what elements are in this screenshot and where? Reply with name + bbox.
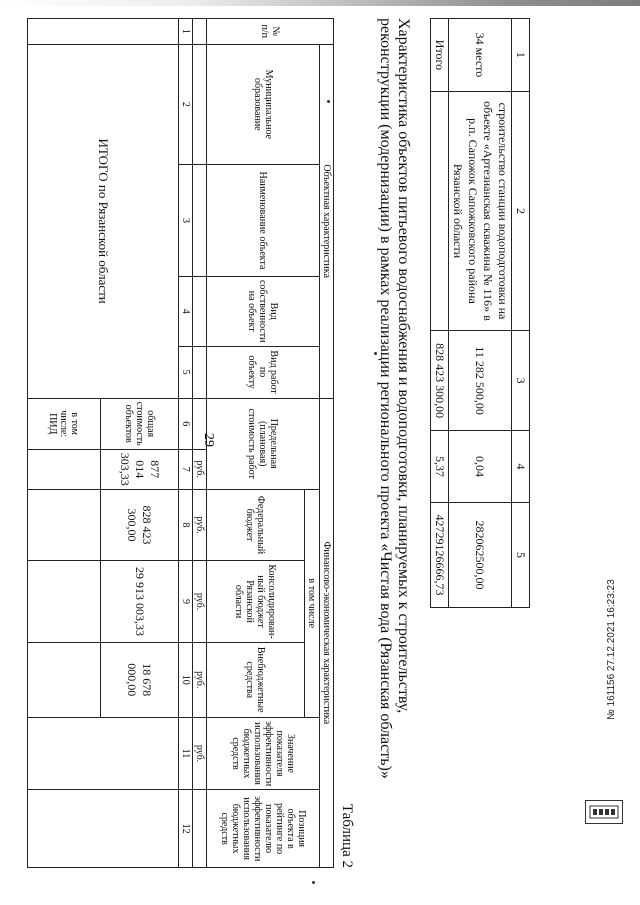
- total-label-cell: Итого: [431, 19, 449, 92]
- unit-cell: [193, 790, 207, 868]
- column-number: 2: [179, 44, 193, 165]
- header-cell: 4: [512, 431, 530, 503]
- scan-speck: [327, 100, 330, 103]
- unit-cell: руб.: [193, 561, 207, 642]
- group-finance-header: Финансово-экономическая характеристика: [320, 398, 334, 867]
- col-efficiency-header: Значение показателя эффективности использования бюджетных средств: [207, 717, 320, 790]
- total-extrabudget: 18 678 000,00: [101, 642, 179, 717]
- table-row: [449, 19, 512, 608]
- unit-cell: руб.: [193, 642, 207, 717]
- column-number: 6: [179, 398, 193, 449]
- unit-cell: [193, 276, 207, 346]
- object-cell: строительство станции водоподготовки на объекте «Артезианская скважина № 116» в р.п. Сапожок Сапожковского района Рязанской области: [449, 91, 512, 330]
- total-no-cell: [28, 19, 179, 45]
- unit-cell: [193, 19, 207, 45]
- header-cell: 3: [512, 331, 530, 431]
- column-number: 9: [179, 561, 193, 642]
- group-object-header: Объектная характеристика: [320, 44, 334, 398]
- col-extrabudget-header: Внебюджетные средства: [207, 642, 305, 717]
- numbers-row: [179, 19, 193, 868]
- cost-cell: 828 423 300,00: [431, 331, 449, 431]
- column-number: 10: [179, 642, 193, 717]
- unit-cell: [193, 346, 207, 398]
- unit-cell: руб.: [193, 717, 207, 790]
- pid-federal: [28, 489, 101, 561]
- indicator-cell: 282062500,00: [449, 502, 512, 607]
- total-rating: [28, 790, 179, 868]
- table-row: [431, 19, 449, 608]
- total-row: [101, 19, 179, 868]
- col-rating-header: Позиция объекта в рейтинге по показателю эффективности использования бюджетных средств: [207, 790, 320, 868]
- ranking-table-continuation: [430, 18, 530, 608]
- header-cell: 1: [512, 19, 530, 92]
- indicator-cell: 42729126666,73: [431, 502, 449, 607]
- total-label: ИТОГО по Рязанской области: [28, 44, 179, 398]
- column-number: 7: [179, 449, 193, 489]
- table-header-row: [512, 19, 530, 608]
- col-no-header: [207, 19, 334, 45]
- unit-cell: [193, 165, 207, 277]
- objects-characteristics-table: [27, 18, 334, 868]
- col-worktype-header: Вид работ по объекту: [207, 346, 320, 398]
- col-ownership-header: Вид собственности на объект: [207, 276, 320, 346]
- object-cell: [431, 91, 449, 330]
- in-that-number-header: в том числе: [305, 489, 320, 717]
- col-no-text: № п/п: [259, 24, 281, 39]
- pid-label: в том числе: ПИД: [28, 398, 101, 449]
- place-cell: 34 место: [449, 19, 512, 92]
- header-cell: 2: [512, 91, 530, 330]
- pid-limit-cost: [28, 449, 101, 489]
- column-number: 8: [179, 489, 193, 561]
- table2-label: Таблица 2: [339, 803, 355, 868]
- pid-consolidated: [28, 561, 101, 642]
- scan-speck: [374, 352, 377, 355]
- col-federal-header: Федеральный бюджет: [207, 489, 305, 561]
- col-limit-cost-header: Предельная (плановая) стоимость работ: [207, 398, 320, 489]
- total-cost-label: общая стоимость объектов: [101, 398, 179, 449]
- table2-heading: Характеристика объектов питьевого водоснабжения и водоподготовки, планируемых к строительству, реконструкции (модернизации) в рамках реализации регионального проекта «Чистая вода (Рязанская область)»: [376, 18, 412, 779]
- total-federal: 828 423 300,00: [101, 489, 179, 561]
- col-municipality-header: Муниципальное образование: [207, 44, 320, 165]
- column-number: 5: [179, 346, 193, 398]
- registration-stamp: № 161156 27.12.2021 16:23:23: [606, 579, 617, 720]
- unit-cell: руб.: [193, 449, 207, 489]
- signature-stamp-icon: [585, 800, 623, 824]
- unit-cell: [193, 44, 207, 165]
- total-limit-cost: 877 014 303,33: [101, 449, 179, 489]
- units-row: [193, 19, 207, 868]
- ratio-cell: 0,04: [449, 431, 512, 503]
- header-cell: 5: [512, 502, 530, 607]
- column-number: 12: [179, 790, 193, 868]
- col-consolidated-header: Консолидирован-ный бюджет Рязанской области: [207, 561, 305, 642]
- total-consolidated: 29 913 003,33: [101, 561, 179, 642]
- column-number: 3: [179, 165, 193, 277]
- col-name-header: Наименование объекта: [207, 165, 320, 277]
- total-efficiency: [28, 717, 179, 790]
- unit-cell: [193, 398, 207, 449]
- rotated-document-page: [30, 18, 530, 888]
- scan-speck: [312, 881, 315, 884]
- scan-edge-shadow: [0, 0, 640, 6]
- cost-cell: 11 282 500,00: [449, 331, 512, 431]
- ratio-cell: 5,37: [431, 431, 449, 503]
- column-number: 4: [179, 276, 193, 346]
- column-number: 1: [179, 19, 193, 45]
- column-number: 11: [179, 717, 193, 790]
- pid-extrabudget: [28, 642, 101, 717]
- page-number: 29: [201, 433, 216, 447]
- unit-cell: руб.: [193, 489, 207, 561]
